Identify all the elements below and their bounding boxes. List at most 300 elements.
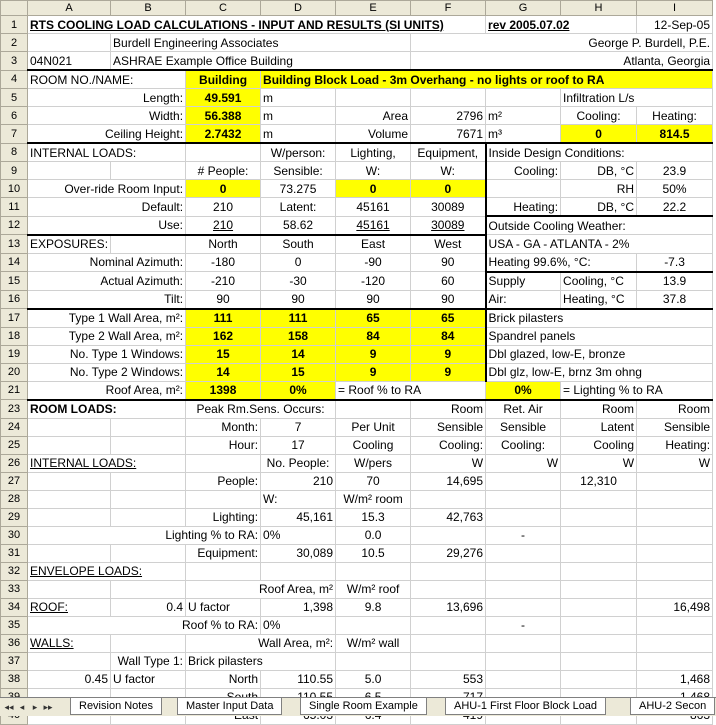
column-header[interactable]: B bbox=[111, 1, 186, 16]
cell[interactable]: 17 bbox=[261, 436, 336, 454]
cell[interactable]: W bbox=[486, 454, 561, 472]
row-header[interactable]: 11 bbox=[1, 198, 28, 217]
cell[interactable]: Lighting: bbox=[186, 508, 261, 526]
cell[interactable]: - bbox=[486, 526, 561, 544]
cell[interactable] bbox=[486, 598, 561, 616]
cell[interactable]: 7671 bbox=[411, 125, 486, 144]
cell[interactable]: 04N021 bbox=[28, 52, 111, 71]
row-header[interactable]: 23 bbox=[1, 400, 28, 419]
cell[interactable] bbox=[637, 490, 713, 508]
cell[interactable] bbox=[637, 472, 713, 490]
sheet-tab[interactable]: Revision Notes bbox=[70, 698, 162, 715]
last-sheet-icon[interactable]: ▸▸ bbox=[43, 702, 53, 712]
cell[interactable]: W bbox=[561, 454, 637, 472]
cell[interactable]: 45,161 bbox=[261, 508, 336, 526]
cell[interactable]: Sensible: bbox=[261, 162, 336, 180]
cell[interactable]: 10.5 bbox=[336, 544, 411, 562]
cell[interactable] bbox=[486, 670, 561, 688]
cell[interactable]: Brick pilasters bbox=[186, 652, 336, 670]
row-header[interactable]: 29 bbox=[1, 508, 28, 526]
cell[interactable]: Equipment: bbox=[186, 544, 261, 562]
row-header[interactable]: 28 bbox=[1, 490, 28, 508]
cell[interactable]: Wall Area, m²: bbox=[186, 634, 336, 652]
cell[interactable]: 9 bbox=[411, 363, 486, 381]
cell[interactable]: 30,089 bbox=[261, 544, 336, 562]
cell[interactable]: Equipment, bbox=[411, 143, 486, 162]
cell[interactable]: Month: bbox=[186, 418, 261, 436]
cell[interactable] bbox=[336, 562, 411, 580]
cell[interactable] bbox=[186, 490, 261, 508]
row-header[interactable]: 8 bbox=[1, 143, 28, 162]
cell[interactable] bbox=[28, 162, 111, 180]
cell[interactable]: ROOM NO./NAME: bbox=[28, 70, 186, 89]
cell[interactable]: Brick pilasters bbox=[486, 309, 713, 328]
cell[interactable]: 84 bbox=[336, 327, 411, 345]
cell[interactable]: 65 bbox=[336, 309, 411, 328]
cell[interactable]: Burdell Engineering Associates bbox=[111, 34, 411, 52]
cell[interactable]: 0% bbox=[261, 616, 336, 634]
cell[interactable]: Latent: bbox=[261, 198, 336, 217]
cell[interactable] bbox=[486, 490, 561, 508]
cell[interactable]: INTERNAL LOADS: bbox=[28, 143, 186, 162]
cell[interactable]: -180 bbox=[186, 253, 261, 272]
row-header[interactable]: 25 bbox=[1, 436, 28, 454]
cell[interactable]: Cooling: bbox=[411, 436, 486, 454]
cell[interactable] bbox=[186, 143, 261, 162]
cell[interactable] bbox=[111, 418, 186, 436]
cell[interactable]: 37.8 bbox=[637, 290, 713, 309]
cell[interactable]: 70 bbox=[336, 472, 411, 490]
cell[interactable]: 814.5 bbox=[637, 125, 713, 144]
cell[interactable]: 158 bbox=[261, 327, 336, 345]
cell[interactable]: 210 bbox=[186, 216, 261, 235]
cell[interactable]: 14,695 bbox=[411, 472, 486, 490]
cell[interactable]: 90 bbox=[261, 290, 336, 309]
cell[interactable]: W: bbox=[411, 162, 486, 180]
cell[interactable] bbox=[637, 652, 713, 670]
cell[interactable]: Ret. Air bbox=[486, 400, 561, 419]
cell[interactable]: 90 bbox=[411, 290, 486, 309]
cell[interactable] bbox=[486, 508, 561, 526]
row-header[interactable]: 9 bbox=[1, 162, 28, 180]
row-header[interactable]: 15 bbox=[1, 272, 28, 291]
row-header[interactable]: 24 bbox=[1, 418, 28, 436]
cell[interactable]: Infiltration L/s bbox=[561, 89, 713, 107]
cell[interactable]: Inside Design Conditions: bbox=[486, 143, 713, 162]
cell[interactable]: Type 2 Wall Area, m²: bbox=[28, 327, 186, 345]
cell[interactable]: No. Type 1 Windows: bbox=[28, 345, 186, 363]
cell[interactable]: 45161 bbox=[336, 198, 411, 217]
cell[interactable]: 22.2 bbox=[637, 198, 713, 217]
cell[interactable]: 0% bbox=[261, 526, 336, 544]
cell[interactable]: Room bbox=[561, 400, 637, 419]
cell[interactable]: W/pers bbox=[336, 454, 411, 472]
cell[interactable] bbox=[336, 89, 411, 107]
cell[interactable]: Area bbox=[336, 107, 411, 125]
cell[interactable] bbox=[261, 562, 336, 580]
cell[interactable]: -120 bbox=[336, 272, 411, 291]
cell[interactable]: Heating: bbox=[486, 198, 561, 217]
cell[interactable] bbox=[28, 508, 111, 526]
cell[interactable]: 14 bbox=[261, 345, 336, 363]
cell[interactable]: Default: bbox=[28, 198, 186, 217]
row-header[interactable]: 19 bbox=[1, 345, 28, 363]
cell[interactable]: 162 bbox=[186, 327, 261, 345]
cell[interactable]: 65 bbox=[411, 309, 486, 328]
cell[interactable]: rev 2005.07.02 bbox=[486, 16, 637, 34]
cell[interactable]: Sensible bbox=[411, 418, 486, 436]
cell[interactable] bbox=[561, 634, 637, 652]
next-sheet-icon[interactable]: ▸ bbox=[32, 702, 38, 712]
cell[interactable]: 30089 bbox=[411, 216, 486, 235]
row-header[interactable]: 30 bbox=[1, 526, 28, 544]
cell[interactable]: 15 bbox=[261, 363, 336, 381]
cell[interactable]: 1,468 bbox=[637, 670, 713, 688]
cell[interactable]: 0.45 bbox=[28, 670, 111, 688]
cell[interactable]: -210 bbox=[186, 272, 261, 291]
cell[interactable]: W/m² roof bbox=[336, 580, 411, 598]
cell[interactable] bbox=[411, 562, 486, 580]
cell[interactable]: Sensible bbox=[486, 418, 561, 436]
cell[interactable] bbox=[561, 670, 637, 688]
cell[interactable]: ASHRAE Example Office Building bbox=[111, 52, 411, 71]
cell[interactable]: Sensible bbox=[637, 418, 713, 436]
cell[interactable] bbox=[111, 580, 186, 598]
cell[interactable]: 9 bbox=[336, 363, 411, 381]
cell[interactable]: INTERNAL LOADS: bbox=[28, 454, 186, 472]
cell[interactable] bbox=[111, 544, 186, 562]
cell[interactable] bbox=[486, 580, 561, 598]
cell[interactable]: West bbox=[411, 235, 486, 254]
cell[interactable]: People: bbox=[186, 472, 261, 490]
cell[interactable]: W/m² wall bbox=[336, 634, 411, 652]
cell[interactable] bbox=[28, 580, 111, 598]
cell[interactable]: 111 bbox=[186, 309, 261, 328]
cell[interactable]: 5.0 bbox=[336, 670, 411, 688]
cell[interactable]: Room bbox=[637, 400, 713, 419]
cell[interactable]: 84 bbox=[411, 327, 486, 345]
cell[interactable]: South bbox=[261, 235, 336, 254]
cell[interactable] bbox=[111, 472, 186, 490]
column-header[interactable]: I bbox=[637, 1, 713, 16]
cell[interactable]: 56.388 bbox=[186, 107, 261, 125]
cell[interactable]: No. Type 2 Windows: bbox=[28, 363, 186, 381]
row-header[interactable]: 35 bbox=[1, 616, 28, 634]
cell[interactable]: 90 bbox=[336, 290, 411, 309]
cell[interactable] bbox=[411, 580, 486, 598]
cell[interactable]: ROOF: bbox=[28, 598, 111, 616]
cell[interactable]: 58.62 bbox=[261, 216, 336, 235]
cell[interactable] bbox=[336, 652, 411, 670]
cell[interactable] bbox=[637, 508, 713, 526]
cell[interactable]: ROOM LOADS: bbox=[28, 400, 186, 419]
row-header[interactable]: 21 bbox=[1, 381, 28, 400]
cell[interactable]: 0% bbox=[261, 381, 336, 400]
row-header[interactable]: 2 bbox=[1, 34, 28, 52]
row-header[interactable]: 14 bbox=[1, 253, 28, 272]
cell[interactable] bbox=[486, 89, 561, 107]
cell[interactable]: 0 bbox=[336, 180, 411, 198]
cell[interactable]: Hour: bbox=[186, 436, 261, 454]
cell[interactable]: Wall Type 1: bbox=[111, 652, 186, 670]
row-header[interactable]: 20 bbox=[1, 363, 28, 381]
cell[interactable]: Cooling, °C bbox=[561, 272, 637, 291]
column-header[interactable]: C bbox=[186, 1, 261, 16]
cell[interactable]: 29,276 bbox=[411, 544, 486, 562]
cell[interactable]: Length: bbox=[28, 89, 186, 107]
column-header[interactable]: D bbox=[261, 1, 336, 16]
cell[interactable]: Cooling bbox=[561, 436, 637, 454]
cell[interactable]: Room bbox=[411, 400, 486, 419]
cell[interactable]: North bbox=[186, 670, 261, 688]
cell[interactable]: Cooling: bbox=[561, 107, 637, 125]
cell[interactable] bbox=[28, 418, 111, 436]
cell[interactable]: U factor bbox=[111, 670, 186, 688]
row-header[interactable]: 4 bbox=[1, 70, 28, 89]
cell[interactable] bbox=[28, 652, 111, 670]
cell[interactable] bbox=[486, 472, 561, 490]
cell[interactable]: m bbox=[261, 107, 336, 125]
cell[interactable]: WALLS: bbox=[28, 634, 111, 652]
cell[interactable] bbox=[637, 526, 713, 544]
cell[interactable]: 0.0 bbox=[336, 526, 411, 544]
cell[interactable] bbox=[111, 235, 186, 254]
cell[interactable] bbox=[561, 544, 637, 562]
cell[interactable]: 9.8 bbox=[336, 598, 411, 616]
cell[interactable] bbox=[637, 562, 713, 580]
row-header[interactable]: 26 bbox=[1, 454, 28, 472]
cell[interactable] bbox=[186, 454, 261, 472]
cell[interactable]: = Roof % to RA bbox=[336, 381, 486, 400]
cell[interactable]: W/person: bbox=[261, 143, 336, 162]
cell[interactable]: 9 bbox=[411, 345, 486, 363]
row-header[interactable]: 34 bbox=[1, 598, 28, 616]
cell[interactable]: Over-ride Room Input: bbox=[28, 180, 186, 198]
cell[interactable] bbox=[561, 616, 637, 634]
cell[interactable] bbox=[111, 162, 186, 180]
row-header[interactable]: 27 bbox=[1, 472, 28, 490]
cell[interactable] bbox=[111, 508, 186, 526]
cell[interactable] bbox=[486, 180, 561, 198]
cell[interactable]: 0.4 bbox=[111, 598, 186, 616]
sheet-tab[interactable]: Single Room Example bbox=[300, 698, 427, 715]
cell[interactable]: 1398 bbox=[186, 381, 261, 400]
cell[interactable]: Peak Rm.Sens. Occurs: bbox=[186, 400, 336, 419]
cell[interactable] bbox=[111, 490, 186, 508]
cell[interactable]: 14 bbox=[186, 363, 261, 381]
row-header[interactable]: 7 bbox=[1, 125, 28, 144]
row-header[interactable]: 5 bbox=[1, 89, 28, 107]
cell[interactable]: RH bbox=[561, 180, 637, 198]
cell[interactable]: 13.9 bbox=[637, 272, 713, 291]
cell[interactable]: 553 bbox=[411, 670, 486, 688]
cell[interactable] bbox=[486, 634, 561, 652]
cell[interactable]: RTS COOLING LOAD CALCULATIONS - INPUT AND RESULTS (SI UNITS) bbox=[28, 16, 486, 34]
cell[interactable]: 23.9 bbox=[637, 162, 713, 180]
cell[interactable] bbox=[411, 616, 486, 634]
cell[interactable]: Roof Area, m²: bbox=[28, 381, 186, 400]
cell[interactable]: 210 bbox=[261, 472, 336, 490]
cell[interactable]: Per Unit bbox=[336, 418, 411, 436]
cell[interactable] bbox=[111, 634, 186, 652]
cell[interactable]: 12-Sep-05 bbox=[637, 16, 713, 34]
cell[interactable]: Cooling: bbox=[486, 162, 561, 180]
column-header[interactable]: F bbox=[411, 1, 486, 16]
cell[interactable]: Building bbox=[186, 70, 261, 89]
cell[interactable]: Cooling bbox=[336, 436, 411, 454]
cell[interactable] bbox=[486, 562, 561, 580]
cell[interactable]: Tilt: bbox=[28, 290, 186, 309]
cell[interactable]: Roof % to RA: bbox=[28, 616, 261, 634]
cell[interactable]: m bbox=[261, 89, 336, 107]
cell[interactable] bbox=[637, 616, 713, 634]
cell[interactable]: W bbox=[637, 454, 713, 472]
cell[interactable]: m bbox=[261, 125, 336, 144]
cell[interactable]: 15 bbox=[186, 345, 261, 363]
cell[interactable] bbox=[336, 616, 411, 634]
cell[interactable] bbox=[561, 490, 637, 508]
cell[interactable] bbox=[111, 436, 186, 454]
cell[interactable]: W: bbox=[336, 162, 411, 180]
cell[interactable]: Actual Azimuth: bbox=[28, 272, 186, 291]
cell[interactable]: Type 1 Wall Area, m²: bbox=[28, 309, 186, 328]
cell[interactable]: 2.7432 bbox=[186, 125, 261, 144]
cell[interactable] bbox=[561, 526, 637, 544]
cell[interactable]: George P. Burdell, P.E. bbox=[411, 34, 713, 52]
cell[interactable]: Heating: bbox=[637, 107, 713, 125]
cell[interactable]: W/m² room bbox=[336, 490, 411, 508]
cell[interactable]: USA - GA - ATLANTA - 2% bbox=[486, 235, 713, 254]
cell[interactable]: No. People: bbox=[261, 454, 336, 472]
cell[interactable]: Dbl glz, low-E, brnz 3m ohng bbox=[486, 363, 713, 381]
cell[interactable]: 210 bbox=[186, 198, 261, 217]
cell[interactable] bbox=[637, 634, 713, 652]
cell[interactable]: Volume bbox=[336, 125, 411, 144]
cell[interactable]: 42,763 bbox=[411, 508, 486, 526]
row-header[interactable]: 37 bbox=[1, 652, 28, 670]
cell[interactable]: 1,398 bbox=[261, 598, 336, 616]
cell[interactable] bbox=[186, 562, 261, 580]
cell[interactable]: 0 bbox=[561, 125, 637, 144]
cell[interactable] bbox=[28, 490, 111, 508]
cell[interactable]: 15.3 bbox=[336, 508, 411, 526]
row-header[interactable]: 12 bbox=[1, 216, 28, 235]
cell[interactable]: 49.591 bbox=[186, 89, 261, 107]
cell[interactable]: Roof Area, m² bbox=[186, 580, 336, 598]
cell[interactable]: 60 bbox=[411, 272, 486, 291]
cell[interactable]: U factor bbox=[186, 598, 261, 616]
cell[interactable]: m³ bbox=[486, 125, 561, 144]
first-sheet-icon[interactable]: ◂◂ bbox=[4, 702, 14, 712]
column-header[interactable]: G bbox=[486, 1, 561, 16]
select-all-corner[interactable] bbox=[1, 1, 28, 16]
cell[interactable]: -30 bbox=[261, 272, 336, 291]
cell[interactable]: Atlanta, Georgia bbox=[411, 52, 713, 71]
cell[interactable]: 0 bbox=[411, 180, 486, 198]
cell[interactable] bbox=[28, 544, 111, 562]
row-header[interactable]: 6 bbox=[1, 107, 28, 125]
cell[interactable] bbox=[411, 490, 486, 508]
column-header[interactable]: H bbox=[561, 1, 637, 16]
cell[interactable]: Nominal Azimuth: bbox=[28, 253, 186, 272]
cell[interactable]: Outside Cooling Weather: bbox=[486, 216, 713, 235]
cell[interactable]: 45161 bbox=[336, 216, 411, 235]
cell[interactable]: Supply bbox=[486, 272, 561, 291]
cell[interactable]: East bbox=[336, 235, 411, 254]
cell[interactable] bbox=[486, 652, 561, 670]
cell[interactable]: Ceiling Height: bbox=[28, 125, 186, 144]
sheet-tab[interactable]: AHU-2 Secon bbox=[630, 698, 715, 715]
cell[interactable]: 16,498 bbox=[637, 598, 713, 616]
cell[interactable]: DB, °C bbox=[561, 198, 637, 217]
cell[interactable]: 0 bbox=[261, 253, 336, 272]
cell[interactable] bbox=[336, 400, 411, 419]
cell[interactable]: Lighting, bbox=[336, 143, 411, 162]
cell[interactable]: North bbox=[186, 235, 261, 254]
previous-sheet-icon[interactable]: ◂ bbox=[19, 702, 25, 712]
cell[interactable]: W: bbox=[261, 490, 336, 508]
cell[interactable]: 2796 bbox=[411, 107, 486, 125]
cell[interactable]: # People: bbox=[186, 162, 261, 180]
column-header[interactable]: E bbox=[336, 1, 411, 16]
row-header[interactable]: 18 bbox=[1, 327, 28, 345]
cell[interactable]: 7 bbox=[261, 418, 336, 436]
cell[interactable]: -90 bbox=[336, 253, 411, 272]
cell[interactable]: Building Block Load - 3m Overhang - no lights or roof to RA bbox=[261, 70, 713, 89]
row-header[interactable]: 38 bbox=[1, 670, 28, 688]
row-header[interactable]: 13 bbox=[1, 235, 28, 254]
cell[interactable]: W bbox=[411, 454, 486, 472]
row-header[interactable]: 31 bbox=[1, 544, 28, 562]
cell[interactable] bbox=[411, 89, 486, 107]
cell[interactable] bbox=[28, 34, 111, 52]
cell[interactable]: 73.275 bbox=[261, 180, 336, 198]
row-header[interactable]: 3 bbox=[1, 52, 28, 71]
cell[interactable]: m² bbox=[486, 107, 561, 125]
cell[interactable] bbox=[561, 652, 637, 670]
row-header[interactable]: 33 bbox=[1, 580, 28, 598]
cell[interactable] bbox=[561, 508, 637, 526]
cell[interactable]: Heating 99.6%, °C: bbox=[486, 253, 637, 272]
cell[interactable]: 30089 bbox=[411, 198, 486, 217]
cell[interactable]: Width: bbox=[28, 107, 186, 125]
cell[interactable] bbox=[28, 472, 111, 490]
cell[interactable]: EXPOSURES: bbox=[28, 235, 111, 254]
cell[interactable]: -7.3 bbox=[637, 253, 713, 272]
cell[interactable]: Heating: bbox=[637, 436, 713, 454]
cell[interactable]: 13,696 bbox=[411, 598, 486, 616]
cell[interactable]: 0 bbox=[186, 180, 261, 198]
cell[interactable]: 0% bbox=[486, 381, 561, 400]
cell[interactable]: 90 bbox=[186, 290, 261, 309]
cell[interactable]: DB, °C bbox=[561, 162, 637, 180]
cell[interactable] bbox=[637, 580, 713, 598]
cell[interactable]: Spandrel panels bbox=[486, 327, 713, 345]
cell[interactable] bbox=[486, 544, 561, 562]
cell[interactable]: Latent bbox=[561, 418, 637, 436]
cell[interactable] bbox=[561, 598, 637, 616]
column-header[interactable]: A bbox=[28, 1, 111, 16]
row-header[interactable]: 32 bbox=[1, 562, 28, 580]
cell[interactable]: ENVELOPE LOADS: bbox=[28, 562, 186, 580]
cell[interactable]: Air: bbox=[486, 290, 561, 309]
sheet-tab[interactable]: Master Input Data bbox=[177, 698, 282, 715]
row-header[interactable]: 16 bbox=[1, 290, 28, 309]
cell[interactable]: Dbl glazed, low-E, bronze bbox=[486, 345, 713, 363]
cell[interactable]: 111 bbox=[261, 309, 336, 328]
row-header[interactable]: 17 bbox=[1, 309, 28, 328]
cell[interactable] bbox=[28, 436, 111, 454]
